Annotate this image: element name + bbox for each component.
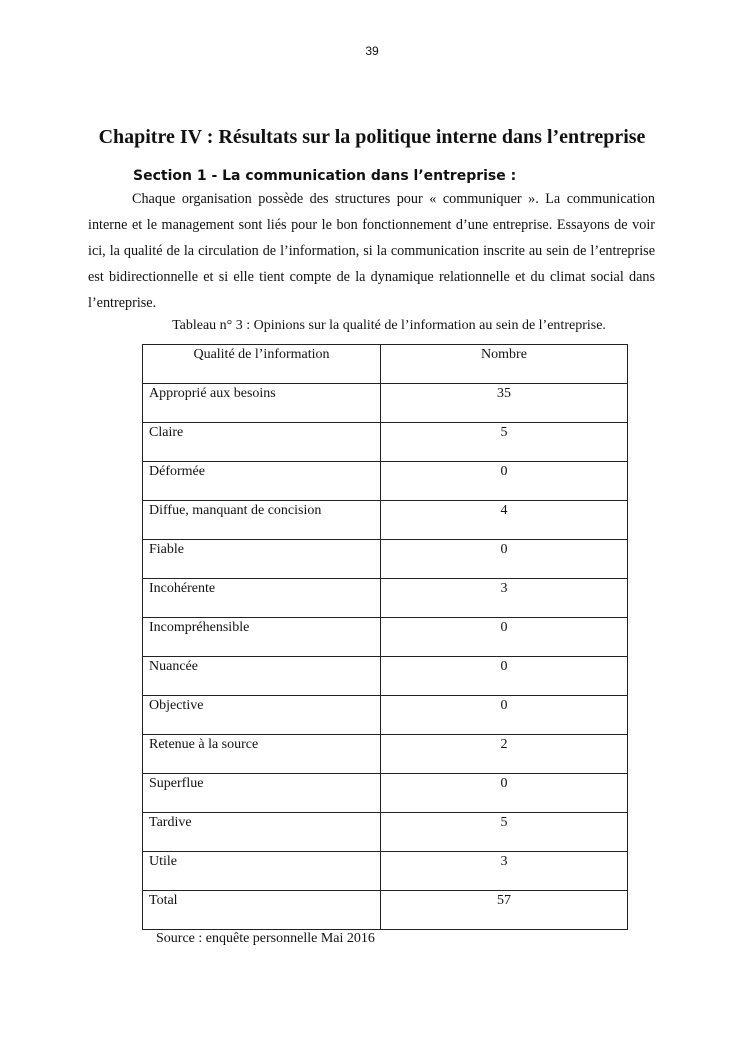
page-number: 39	[365, 44, 379, 58]
row-label: Retenue à la source	[143, 735, 381, 774]
table-source-note: Source : enquête personnelle Mai 2016	[156, 931, 375, 946]
table-row	[143, 501, 628, 540]
row-value: 3	[381, 579, 628, 618]
row-value: 3	[381, 852, 628, 891]
row-label: Nuancée	[143, 657, 381, 696]
table-row	[143, 618, 628, 657]
table-row	[143, 384, 628, 423]
table-row	[143, 579, 628, 618]
row-label: Incohérente	[143, 579, 381, 618]
row-label: Déformée	[143, 462, 381, 501]
row-value: 2	[381, 735, 628, 774]
row-value: 0	[381, 618, 628, 657]
table-row	[143, 735, 628, 774]
table-row	[143, 540, 628, 579]
row-value: 35	[381, 384, 628, 423]
table-row	[143, 657, 628, 696]
row-value: 0	[381, 540, 628, 579]
table-row	[143, 696, 628, 735]
row-value: 5	[381, 813, 628, 852]
row-value: 0	[381, 657, 628, 696]
row-label: Fiable	[143, 540, 381, 579]
column-header-quality: Qualité de l’information	[143, 345, 381, 384]
table-row	[143, 462, 628, 501]
table-caption: Tableau n° 3 : Opinions sur la qualité de l’information au sein de l’entreprise.	[172, 318, 606, 333]
table-row	[143, 852, 628, 891]
total-label: Total	[143, 891, 381, 930]
row-label: Incompréhensible	[143, 618, 381, 657]
row-value: 0	[381, 696, 628, 735]
information-quality-table	[142, 344, 628, 930]
row-label: Tardive	[143, 813, 381, 852]
table-header-row	[143, 345, 628, 384]
row-value: 5	[381, 423, 628, 462]
row-value: 0	[381, 462, 628, 501]
chapter-title: Chapitre IV : Résultats sur la politique interne dans l’entreprise	[98, 126, 646, 148]
table-row	[143, 813, 628, 852]
table-total-row	[143, 891, 628, 930]
table-row	[143, 774, 628, 813]
row-label: Approprié aux besoins	[143, 384, 381, 423]
row-label: Diffue, manquant de concision	[143, 501, 381, 540]
row-label: Utile	[143, 852, 381, 891]
total-value: 57	[381, 891, 628, 930]
row-value: 4	[381, 501, 628, 540]
row-label: Objective	[143, 696, 381, 735]
row-label: Claire	[143, 423, 381, 462]
section-title: Section 1 - La communication dans l’entreprise :	[133, 168, 517, 184]
table-row	[143, 423, 628, 462]
section-paragraph: Chaque organisation possède des structures pour « communiquer ». La communication interne et le management sont liés pour le bon fonctionnement d’une entreprise. Essayons de voir ici, la qualité de la circulation de l’information, si la communication inscrite au sein de l’entreprise est bidirectionnelle et si elle tient compte de la dynamique relationnelle et du climat social dans l’entreprise.	[88, 191, 655, 311]
row-label: Superflue	[143, 774, 381, 813]
row-value: 0	[381, 774, 628, 813]
column-header-count: Nombre	[381, 345, 628, 384]
